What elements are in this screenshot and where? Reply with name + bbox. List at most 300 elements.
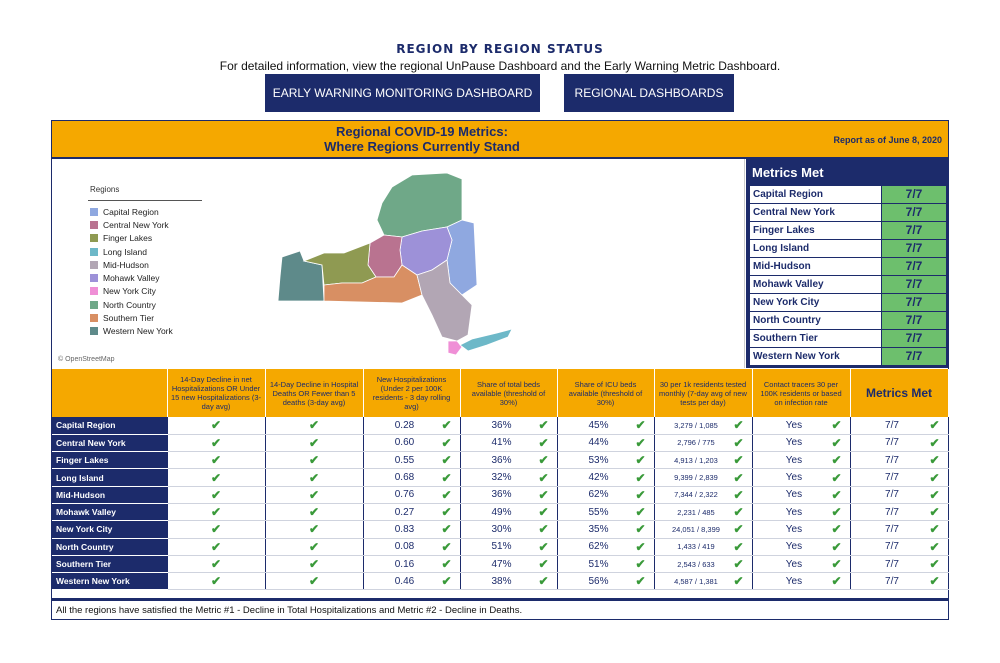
cell-value: 41%: [491, 437, 512, 449]
metrics-met-cell: [850, 469, 948, 486]
cell-content: [562, 541, 650, 553]
check-icon: ✔: [635, 557, 646, 572]
cell-content: [562, 454, 650, 466]
beds-cell: [460, 486, 557, 503]
legend-item[interactable]: [90, 232, 173, 245]
cell-value: Yes: [785, 506, 803, 518]
cell-content: [659, 523, 748, 535]
hospitalizations-cell: [363, 469, 460, 486]
icu-beds-cell: [557, 573, 654, 590]
footnote: All the regions have satisfied the Metric #1 - Decline in Total Hospitalizations and Metric #2 - Decline in Deaths.: [52, 598, 948, 620]
cell-content: [659, 437, 748, 449]
check-icon: ✔: [635, 470, 646, 485]
check-icon: ✔: [538, 435, 549, 450]
contact-tracers-cell: [752, 486, 850, 503]
testing-cell: [654, 538, 752, 555]
check-icon: ✔: [831, 453, 842, 468]
metrics-met-row[interactable]: [750, 330, 946, 348]
metrics-met-value: 7/7: [882, 222, 946, 239]
check-icon: ✔: [929, 487, 940, 502]
cell-content: [757, 541, 846, 553]
check-icon: ✔: [308, 453, 320, 468]
map-legend: [90, 205, 173, 338]
cell-value: 51%: [491, 541, 512, 553]
table-header-row: [52, 369, 948, 417]
cell-content: [562, 489, 650, 501]
check-icon: ✔: [635, 505, 646, 520]
icu-beds-cell: [557, 538, 654, 555]
column-header: Contact tracers 30 per 100K residents or based on infection rate: [752, 369, 850, 417]
cell-value: 7/7: [885, 454, 899, 466]
table-row[interactable]: [52, 573, 948, 590]
table-row[interactable]: [52, 452, 948, 469]
check-icon: ✔: [441, 505, 452, 520]
region-name-cell: Long Island: [52, 469, 167, 486]
check-icon: ✔: [831, 487, 842, 502]
cell-content: [172, 523, 261, 535]
legend-label: Mid-Hudson: [103, 259, 149, 270]
cell-content: [270, 523, 359, 535]
testing-cell: [654, 486, 752, 503]
metrics-met-cell: [850, 503, 948, 520]
cell-value: 51%: [588, 558, 609, 570]
column-header: Share of ICU beds available (threshold of 30%): [557, 369, 654, 417]
cell-value: 7/7: [885, 489, 899, 501]
cell-content: [757, 506, 846, 518]
check-cell: [167, 555, 265, 572]
testing-cell: [654, 503, 752, 520]
check-icon: ✔: [831, 505, 842, 520]
beds-cell: [460, 452, 557, 469]
testing-cell: [654, 573, 752, 590]
metrics-met-region: Mohawk Valley: [750, 276, 882, 293]
cell-value: 7/7: [885, 472, 899, 484]
region-name-cell: North Country: [52, 538, 167, 555]
dashboard-header: [52, 121, 948, 159]
check-cell: [167, 469, 265, 486]
check-icon: ✔: [308, 470, 320, 485]
metrics-met-row[interactable]: [750, 258, 946, 276]
table-row[interactable]: [52, 417, 948, 434]
cell-content: [270, 472, 359, 484]
check-icon: ✔: [733, 522, 744, 537]
metrics-met-cell: [850, 538, 948, 555]
testing-cell: [654, 469, 752, 486]
check-icon: ✔: [831, 435, 842, 450]
cell-content: [855, 472, 944, 484]
region-name-cell: Central New York: [52, 434, 167, 451]
regional-dashboards-button[interactable]: REGIONAL DASHBOARDS: [564, 74, 734, 112]
cell-content: [757, 437, 846, 449]
check-cell: [265, 469, 363, 486]
metrics-met-cell: [850, 417, 948, 434]
cell-content: [659, 575, 748, 587]
cell-value: 36%: [491, 454, 512, 466]
legend-swatch: [90, 274, 98, 282]
cell-content: [659, 506, 748, 518]
dashboard-title-line1: Regional COVID-19 Metrics:: [336, 124, 508, 139]
check-icon: ✔: [308, 574, 320, 589]
legend-item[interactable]: [90, 311, 173, 324]
legend-item[interactable]: [90, 298, 173, 311]
legend-item[interactable]: [90, 325, 173, 338]
region-name-cell: New York City: [52, 521, 167, 538]
check-cell: [167, 503, 265, 520]
check-icon: ✔: [538, 574, 549, 589]
cell-value: Yes: [785, 523, 803, 535]
icu-beds-cell: [557, 521, 654, 538]
check-icon: ✔: [635, 574, 646, 589]
cell-value: 0.08: [394, 541, 415, 553]
cell-content: [270, 489, 359, 501]
check-icon: ✔: [635, 539, 646, 554]
cell-value: 2,543 / 633: [677, 559, 715, 569]
check-cell: [265, 538, 363, 555]
cell-value: 53%: [588, 454, 609, 466]
cell-value: 9,399 / 2,839: [674, 473, 718, 483]
contact-tracers-cell: [752, 521, 850, 538]
cell-content: [368, 489, 456, 501]
legend-swatch: [90, 314, 98, 322]
check-icon: ✔: [441, 557, 452, 572]
check-icon: ✔: [441, 435, 452, 450]
cell-content: [855, 489, 944, 501]
cell-content: [562, 437, 650, 449]
check-icon: ✔: [831, 470, 842, 485]
cell-value: 55%: [588, 506, 609, 518]
legend-label: Capital Region: [103, 206, 159, 217]
check-icon: ✔: [733, 505, 744, 520]
metrics-met-value: 7/7: [882, 186, 946, 203]
cell-content: [757, 575, 846, 587]
legend-swatch: [90, 234, 98, 242]
metrics-met-row[interactable]: [750, 204, 946, 222]
cell-content: [465, 472, 553, 484]
check-icon: ✔: [308, 418, 320, 433]
check-icon: ✔: [929, 453, 940, 468]
contact-tracers-cell: [752, 538, 850, 555]
map-region-new-york-city[interactable]: [448, 341, 462, 355]
cell-content: [465, 558, 553, 570]
metrics-met-value: 7/7: [882, 312, 946, 329]
new-york-map[interactable]: [272, 165, 512, 361]
legend-divider: [88, 200, 202, 201]
beds-cell: [460, 521, 557, 538]
contact-tracers-cell: [752, 573, 850, 590]
metrics-met-value: 7/7: [882, 330, 946, 347]
check-icon: ✔: [635, 435, 646, 450]
check-cell: [167, 417, 265, 434]
cell-content: [465, 489, 553, 501]
beds-cell: [460, 573, 557, 590]
check-icon: ✔: [210, 574, 222, 589]
contact-tracers-cell: [752, 555, 850, 572]
cell-content: [659, 472, 748, 484]
cell-value: 35%: [588, 523, 609, 535]
check-icon: ✔: [733, 435, 744, 450]
check-icon: ✔: [733, 418, 744, 433]
cell-content: [368, 558, 456, 570]
cell-value: 3,279 / 1,085: [674, 420, 718, 430]
check-icon: ✔: [635, 522, 646, 537]
region-map[interactable]: [52, 159, 745, 368]
cell-content: [855, 558, 944, 570]
check-cell: [167, 573, 265, 590]
check-icon: ✔: [308, 557, 320, 572]
cell-content: [368, 575, 456, 587]
cell-content: [172, 558, 261, 570]
region-name-cell: Finger Lakes: [52, 452, 167, 469]
cell-content: [659, 454, 748, 466]
metrics-met-value: 7/7: [882, 348, 946, 365]
cell-value: 0.16: [394, 558, 415, 570]
check-icon: ✔: [308, 435, 320, 450]
cell-content: [562, 523, 650, 535]
cell-value: 0.28: [394, 419, 415, 431]
cell-content: [172, 575, 261, 587]
column-header: [52, 369, 167, 417]
check-icon: ✔: [441, 418, 452, 433]
region-name-cell: Mohawk Valley: [52, 503, 167, 520]
cell-content: [368, 419, 456, 431]
check-icon: ✔: [733, 453, 744, 468]
check-icon: ✔: [831, 539, 842, 554]
early-warning-dashboard-button[interactable]: EARLY WARNING MONITORING DASHBOARD: [265, 74, 540, 112]
metrics-met-row[interactable]: [750, 312, 946, 330]
check-icon: ✔: [441, 453, 452, 468]
check-icon: ✔: [733, 574, 744, 589]
cell-content: [562, 558, 650, 570]
cell-content: [465, 419, 553, 431]
cell-value: Yes: [785, 558, 803, 570]
check-icon: ✔: [441, 487, 452, 502]
cell-content: [465, 454, 553, 466]
cell-value: 47%: [491, 558, 512, 570]
contact-tracers-cell: [752, 417, 850, 434]
cell-content: [172, 541, 261, 553]
check-cell: [167, 538, 265, 555]
legend-swatch: [90, 208, 98, 216]
check-icon: ✔: [538, 453, 549, 468]
table-row[interactable]: [52, 555, 948, 572]
cell-content: [562, 506, 650, 518]
cell-content: [659, 541, 748, 553]
metrics-met-cell: [850, 452, 948, 469]
legend-label: New York City: [103, 286, 156, 297]
cell-content: [757, 454, 846, 466]
hospitalizations-cell: [363, 521, 460, 538]
cell-value: Yes: [785, 419, 803, 431]
metrics-met-region: Central New York: [750, 204, 882, 221]
cell-value: 56%: [588, 575, 609, 587]
check-icon: ✔: [538, 487, 549, 502]
metrics-met-cell: [850, 434, 948, 451]
check-icon: ✔: [308, 539, 320, 554]
table-row[interactable]: [52, 538, 948, 555]
cell-value: Yes: [785, 472, 803, 484]
metrics-met-row[interactable]: [750, 240, 946, 258]
legend-label: North Country: [103, 299, 156, 310]
legend-item[interactable]: [90, 245, 173, 258]
check-icon: ✔: [210, 418, 222, 433]
cell-content: [757, 523, 846, 535]
cell-content: [270, 558, 359, 570]
hospitalizations-cell: [363, 417, 460, 434]
check-icon: ✔: [210, 470, 222, 485]
legend-swatch: [90, 261, 98, 269]
cell-value: 62%: [588, 541, 609, 553]
legend-item[interactable]: [90, 258, 173, 271]
metrics-met-row[interactable]: [750, 348, 946, 366]
table-row[interactable]: [52, 434, 948, 451]
map-region-capital-region[interactable]: [447, 220, 477, 295]
hospitalizations-cell: [363, 538, 460, 555]
check-icon: ✔: [929, 418, 940, 433]
icu-beds-cell: [557, 434, 654, 451]
metrics-met-row[interactable]: [750, 276, 946, 294]
metrics-met-row[interactable]: [750, 294, 946, 312]
cell-content: [172, 506, 261, 518]
metrics-met-region: Finger Lakes: [750, 222, 882, 239]
testing-cell: [654, 521, 752, 538]
cell-content: [368, 454, 456, 466]
cell-content: [659, 558, 748, 570]
legend-item[interactable]: [90, 285, 173, 298]
metrics-met-row[interactable]: [750, 186, 946, 204]
cell-value: 62%: [588, 489, 609, 501]
check-icon: ✔: [308, 505, 320, 520]
cell-content: [562, 575, 650, 587]
icu-beds-cell: [557, 469, 654, 486]
cell-value: 44%: [588, 437, 609, 449]
check-icon: ✔: [538, 557, 549, 572]
legend-item[interactable]: [90, 218, 173, 231]
legend-swatch: [90, 327, 98, 335]
cell-value: 0.46: [394, 575, 415, 587]
cell-value: 32%: [491, 472, 512, 484]
cell-value: 38%: [491, 575, 512, 587]
check-icon: ✔: [831, 418, 842, 433]
check-icon: ✔: [929, 574, 940, 589]
legend-swatch: [90, 248, 98, 256]
cell-value: Yes: [785, 489, 803, 501]
column-header: 30 per 1k residents tested monthly (7-day avg of new tests per day): [654, 369, 752, 417]
check-icon: ✔: [831, 522, 842, 537]
check-icon: ✔: [308, 522, 320, 537]
cell-value: 49%: [491, 506, 512, 518]
legend-item[interactable]: [90, 205, 173, 218]
metrics-met-title: Metrics Met: [752, 165, 824, 180]
cell-value: 7/7: [885, 541, 899, 553]
contact-tracers-cell: [752, 452, 850, 469]
region-name-cell: Mid-Hudson: [52, 486, 167, 503]
legend-label: Mohawk Valley: [103, 273, 160, 284]
check-cell: [167, 521, 265, 538]
check-icon: ✔: [929, 435, 940, 450]
cell-content: [465, 437, 553, 449]
metrics-met-region: Southern Tier: [750, 330, 882, 347]
cell-value: 42%: [588, 472, 609, 484]
cell-value: Yes: [785, 541, 803, 553]
testing-cell: [654, 417, 752, 434]
icu-beds-cell: [557, 555, 654, 572]
beds-cell: [460, 503, 557, 520]
metrics-dashboard: [51, 120, 949, 620]
legend-title: Regions: [90, 185, 120, 194]
check-icon: ✔: [210, 453, 222, 468]
check-icon: ✔: [929, 539, 940, 554]
table-row[interactable]: [52, 469, 948, 486]
cell-content: [270, 419, 359, 431]
table-row[interactable]: [52, 486, 948, 503]
page-title: REGION BY REGION STATUS: [396, 42, 604, 56]
cell-content: [855, 523, 944, 535]
check-icon: ✔: [635, 453, 646, 468]
cell-value: 0.27: [394, 506, 415, 518]
region-name-cell: Western New York: [52, 573, 167, 590]
cell-content: [172, 472, 261, 484]
dashboard-title-line2: Where Regions Currently Stand: [324, 139, 520, 154]
check-cell: [265, 573, 363, 590]
metrics-met-row[interactable]: [750, 222, 946, 240]
cell-value: Yes: [785, 437, 803, 449]
region-metrics-table: [52, 369, 949, 590]
cell-content: [172, 489, 261, 501]
cell-content: [368, 437, 456, 449]
check-icon: ✔: [831, 557, 842, 572]
contact-tracers-cell: [752, 434, 850, 451]
check-icon: ✔: [308, 487, 320, 502]
cell-content: [855, 575, 944, 587]
metrics-met-value: 7/7: [882, 276, 946, 293]
cell-value: 2,231 / 485: [677, 507, 715, 517]
beds-cell: [460, 538, 557, 555]
map-attribution: © OpenStreetMap: [58, 356, 115, 363]
column-header: New Hospitalizations (Under 2 per 100K residents - 3 day rolling avg): [363, 369, 460, 417]
check-icon: ✔: [538, 522, 549, 537]
check-icon: ✔: [538, 418, 549, 433]
cell-value: 7/7: [885, 575, 899, 587]
check-cell: [167, 486, 265, 503]
cell-content: [562, 472, 650, 484]
legend-label: Southern Tier: [103, 313, 155, 324]
cell-content: [757, 558, 846, 570]
check-icon: ✔: [635, 487, 646, 502]
metrics-met-cell: [850, 573, 948, 590]
check-cell: [167, 452, 265, 469]
map-region-central-new-york[interactable]: [368, 235, 402, 277]
cell-content: [855, 419, 944, 431]
cell-value: 7,344 / 2,322: [674, 490, 718, 500]
metrics-met-value: 7/7: [882, 204, 946, 221]
contact-tracers-cell: [752, 469, 850, 486]
cell-content: [368, 506, 456, 518]
check-icon: ✔: [733, 470, 744, 485]
report-date: Report as of June 8, 2020: [833, 135, 942, 145]
legend-label: Finger Lakes: [103, 233, 153, 244]
column-header: 14-Day Decline in net Hospitalizations OR Under 15 new Hospitalizations (3-day avg): [167, 369, 265, 417]
cell-value: 0.68: [394, 472, 415, 484]
metrics-met-region: Mid-Hudson: [750, 258, 882, 275]
legend-swatch: [90, 301, 98, 309]
legend-item[interactable]: [90, 271, 173, 284]
check-icon: ✔: [210, 557, 222, 572]
check-icon: ✔: [210, 435, 222, 450]
legend-swatch: [90, 221, 98, 229]
table-row[interactable]: [52, 521, 948, 538]
check-icon: ✔: [441, 574, 452, 589]
table-row[interactable]: [52, 503, 948, 520]
